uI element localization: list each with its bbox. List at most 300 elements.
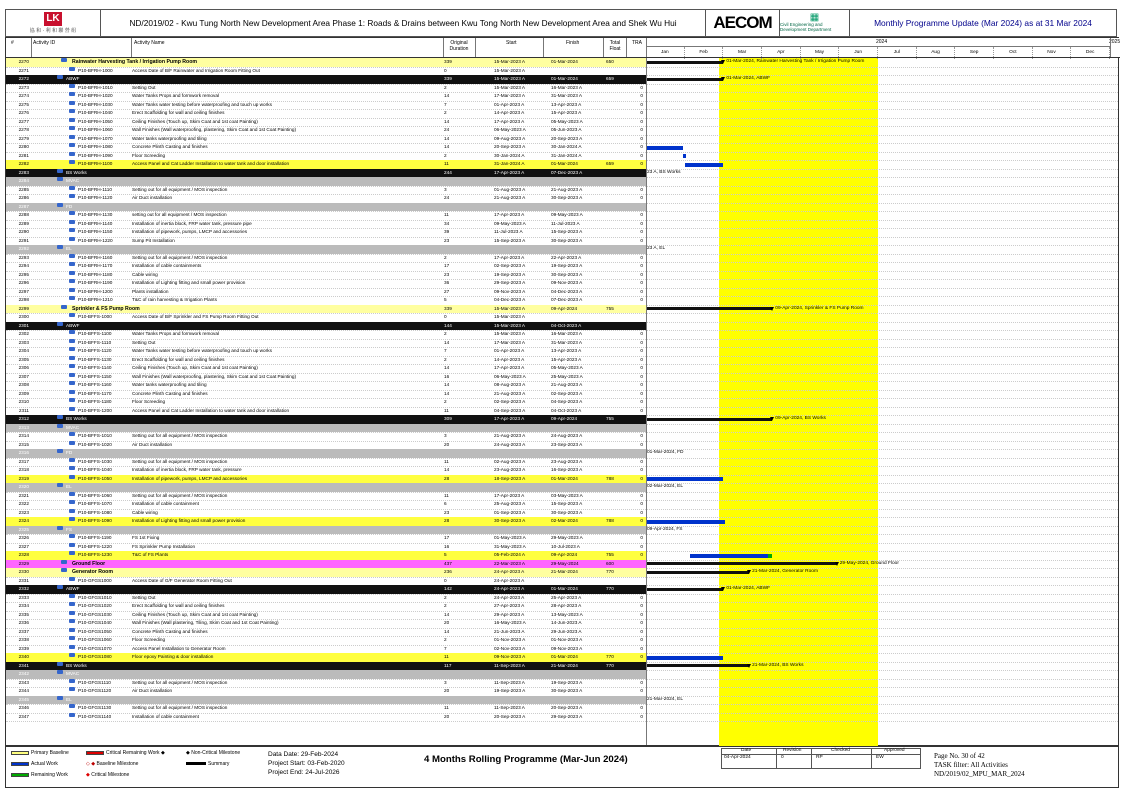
activity-id: P10-BFRH-1000	[78, 67, 113, 73]
gantt-label: 21-Mar-2024, Generator Room	[752, 569, 818, 574]
start-date: 15-Mar-2023 A	[494, 67, 526, 73]
month-dec: Dec	[1071, 47, 1110, 59]
finish-date: 30-Sep-2023 A	[551, 688, 583, 693]
activity-id: P10-GFGS1110	[78, 679, 111, 685]
wbs-icon	[61, 568, 67, 572]
col-total-float: Total Float	[609, 40, 621, 52]
duration: 23	[444, 237, 450, 243]
actual-work-bar[interactable]	[646, 656, 723, 660]
activity-id: P10-BFFS-1030	[78, 458, 112, 464]
activity-name: T&C of rain harvesting & Irrigation Plants	[132, 297, 217, 302]
table-row[interactable]	[6, 560, 646, 569]
finish-date: 04-Sep-2023 A	[551, 399, 583, 404]
activity-id: P10-BFFS-1230	[78, 552, 112, 557]
row-number: 2279	[18, 135, 29, 141]
data-date: Data Date: 29-Feb-2024	[268, 751, 339, 758]
tra-value: 0	[640, 399, 643, 404]
actual-work-bar[interactable]	[646, 520, 725, 524]
duration: 2	[444, 152, 447, 158]
finish-date: 30-Sep-2023 A	[551, 271, 583, 277]
table-row[interactable]	[6, 373, 646, 382]
activity-id: EL	[66, 484, 72, 489]
table-row[interactable]	[6, 713, 646, 722]
table-row[interactable]	[6, 92, 646, 101]
activity-id: BS Works	[66, 169, 87, 175]
table-row[interactable]	[6, 228, 646, 237]
wbs-icon	[57, 203, 63, 207]
activity-name: Cable wiring	[132, 271, 158, 277]
table-row[interactable]	[6, 288, 646, 297]
table-row[interactable]	[6, 330, 646, 339]
table-row[interactable]	[6, 398, 646, 407]
row-number: 2326	[18, 535, 29, 540]
row-number: 2277	[18, 118, 29, 124]
project-start: Project Start: 03-Feb-2020	[268, 760, 345, 767]
summary-end-icon	[770, 417, 774, 421]
finish-date: 01-Mar-2024	[551, 586, 578, 591]
activity-name: Setting Out	[132, 594, 156, 600]
row-number: 2287	[18, 203, 29, 209]
table-row[interactable]	[6, 568, 646, 577]
start-date: 11-Sep-2023 A	[494, 705, 525, 710]
activity-id: P10-GFGS1120	[78, 688, 112, 693]
start-date: 09-May-2023 A	[494, 220, 526, 226]
table-row[interactable]	[6, 169, 646, 178]
finish-date: 04-Dec-2023 A	[551, 288, 583, 294]
task-icon	[69, 407, 75, 411]
activity-name: Floor Screeding	[132, 152, 166, 158]
duration: 142	[444, 586, 452, 591]
duration: 20	[444, 713, 450, 719]
finish-date: 04-Oct-2023 A	[551, 407, 582, 413]
table-row[interactable]	[6, 75, 646, 84]
finish-date: 23-Sep-2023 A	[551, 441, 583, 447]
duration: 0	[444, 314, 447, 319]
duration: 2	[444, 331, 447, 336]
tra-value: 0	[640, 390, 643, 396]
table-row[interactable]	[6, 670, 646, 679]
summary-end-icon	[747, 664, 751, 668]
activity-name: Water Tanks Props and formwork removal	[132, 93, 220, 98]
finish-date: 21-Aug-2023 A	[551, 186, 583, 192]
table-row[interactable]	[6, 220, 646, 229]
activity-name: Installation of cable containment	[132, 713, 199, 719]
activity-name: Erect Scaffolding for wall and ceiling finishes	[132, 603, 225, 608]
tra-value: 0	[640, 535, 643, 540]
duration: 36	[444, 280, 450, 285]
finish-date: 16-Sep-2023 A	[551, 467, 583, 472]
table-row[interactable]	[6, 356, 646, 365]
table-row[interactable]	[6, 526, 646, 535]
duration: 7	[444, 645, 447, 651]
activity-id: P10-BFFS-1060	[78, 492, 112, 498]
cedd-emblem-icon: ▦	[809, 12, 820, 23]
start-date: 31-Jan-2024 A	[494, 161, 525, 166]
finish-date: 31-Mar-2023 A	[551, 339, 583, 345]
task-icon	[69, 458, 75, 462]
table-row[interactable]	[6, 177, 646, 186]
task-icon	[69, 67, 75, 71]
table-row[interactable]	[6, 135, 646, 144]
finish-date: 29-Sep-2023 A	[551, 713, 583, 719]
activity-id: P10-BFFS-1010	[78, 433, 112, 438]
duration: 309	[444, 416, 452, 421]
start-date: 29-Apr-2023 A	[494, 611, 525, 617]
table-row[interactable]	[6, 126, 646, 135]
finish-date: 05-May-2023 A	[551, 118, 583, 124]
total-float: 770	[606, 662, 614, 668]
activity-name: Setting out for all equipment / MOS inspection	[132, 186, 228, 192]
activity-id: P10-BFFS-1180	[78, 399, 112, 404]
summary-bar	[646, 418, 772, 421]
table-row[interactable]	[6, 101, 646, 110]
activity-id: P10-BFFS-1150	[78, 373, 112, 379]
row-number: 2347	[18, 713, 29, 719]
gantt-label: 01-Mar-2024, ABWF	[726, 586, 771, 591]
activity-id: P10-BFRH-1010	[78, 84, 113, 90]
table-row[interactable]	[6, 203, 646, 212]
activity-id: BS Works	[66, 416, 87, 421]
duration: 14	[444, 339, 450, 345]
task-icon	[69, 381, 75, 385]
actual-work-bar[interactable]	[646, 477, 723, 481]
row-number: 2337	[18, 628, 29, 634]
start-date: 21-Aug-2023 A	[494, 433, 526, 438]
table-row[interactable]	[6, 381, 646, 390]
start-date: 01-Sep-2023 A	[494, 509, 526, 515]
tra-value: 0	[640, 628, 643, 634]
finish-date: 09-Apr-2024	[551, 552, 578, 557]
finish-date: 01-Mar-2024	[551, 59, 578, 64]
finish-date: 29-May-2023 A	[551, 535, 583, 540]
table-row[interactable]	[6, 492, 646, 501]
activity-id: ABWF	[66, 76, 80, 81]
tra-value: 0	[640, 101, 643, 107]
start-date: 25-Aug-2023 A	[494, 501, 526, 506]
row-number: 2343	[18, 679, 29, 685]
summary-end-icon	[770, 307, 774, 311]
activity-id: P10-BFRH-1020	[78, 93, 113, 98]
duration: 2	[444, 356, 447, 362]
activity-id: P10-BFFS-1000	[78, 314, 112, 319]
duration: 437	[444, 560, 452, 566]
activity-id: FD	[66, 450, 73, 455]
task-icon	[69, 679, 75, 683]
activity-id: ABWF	[66, 586, 80, 591]
table-row[interactable]	[6, 509, 646, 518]
finish-date: 01-Mar-2024	[551, 654, 578, 659]
month-header	[646, 46, 1110, 58]
duration: 244	[444, 169, 452, 175]
tra-value: 0	[640, 186, 643, 192]
row-number: 2290	[18, 229, 29, 234]
table-row[interactable]	[6, 653, 646, 662]
table-row[interactable]	[6, 577, 646, 586]
table-row[interactable]	[6, 152, 646, 161]
table-row[interactable]	[6, 432, 646, 441]
table-row[interactable]	[6, 500, 646, 509]
start-date: 14-Apr-2023 A	[494, 356, 525, 362]
table-row[interactable]	[6, 645, 646, 654]
table-row[interactable]	[6, 211, 646, 220]
row-number: 2328	[18, 552, 29, 557]
activity-name: Wall Finishes (Wall waterproofing, plastering, Skim Coat and 1st Coat Painting)	[132, 373, 297, 379]
task-icon	[69, 356, 75, 360]
legend-critical-milestone: ◆ Critical Milestone	[86, 772, 130, 778]
start-date: 18-Sep-2023 A	[494, 475, 526, 481]
project-end: Project End: 24-Jul-2026	[268, 769, 340, 776]
duration: 339	[444, 59, 452, 64]
start-date: 11-Jul-2023 A	[494, 229, 523, 234]
tra-value: 0	[640, 271, 643, 277]
start-date: 02-Sep-2023 A	[494, 263, 526, 268]
activity-name: Air Duct installation	[132, 688, 173, 693]
row-number: 2306	[18, 365, 29, 370]
total-float: 770	[606, 569, 614, 574]
tra-value: 0	[640, 229, 643, 234]
table-row[interactable]	[6, 313, 646, 322]
tra-value: 0	[640, 611, 643, 617]
finish-date: 28-Apr-2023 A	[551, 603, 582, 608]
row-number: 2313	[18, 424, 29, 430]
task-icon	[69, 628, 75, 632]
activity-id: P10-BFFS-1040	[78, 467, 112, 472]
activity-id: P10-BFFS-1120	[78, 348, 112, 353]
wbs-icon	[57, 696, 63, 700]
row-number: 2338	[18, 637, 29, 642]
cedd-logo	[780, 10, 850, 36]
table-row[interactable]	[6, 407, 646, 416]
task-icon	[69, 398, 75, 402]
page-info	[934, 752, 1025, 779]
activity-id: EL	[66, 246, 72, 251]
duration: 14	[444, 144, 450, 149]
start-date: 17-Apr-2023 A	[494, 212, 525, 217]
primary-baseline-swatch-icon	[11, 751, 29, 755]
table-row[interactable]	[6, 449, 646, 458]
table-row[interactable]	[6, 687, 646, 696]
actual-work-bar[interactable]	[646, 146, 683, 150]
page-number: Page No. 30 of 42	[934, 752, 985, 760]
task-icon	[69, 509, 75, 513]
table-row[interactable]	[6, 160, 646, 169]
table-row[interactable]	[6, 254, 646, 263]
start-date: 30-Jan-2024 A	[494, 152, 525, 158]
table-row[interactable]	[6, 594, 646, 603]
activity-name: Sump Pit Installation	[132, 237, 175, 243]
table-row[interactable]	[6, 58, 646, 67]
remaining-work-bar[interactable]	[768, 554, 772, 558]
activity-name: Wall Finishes (Wall waterproofing, plastering, Skim Coat and 1st Coat Painting)	[132, 127, 297, 132]
milestone-icon: ◆	[186, 750, 190, 756]
table-row[interactable]	[6, 602, 646, 611]
table-row[interactable]	[6, 194, 646, 203]
report-footer	[5, 746, 1119, 788]
duration: 20	[444, 688, 450, 693]
activity-name: Water tanks waterproofing and tiling	[132, 135, 207, 141]
activity-name: Setting out for all equipment / MOS inspection	[132, 679, 228, 685]
legend-noncritical-milestone: ◆ Non-Critical Milestone	[186, 750, 241, 756]
table-row[interactable]	[6, 441, 646, 450]
activity-id: P10-GFGS1060	[78, 637, 112, 642]
table-row[interactable]	[6, 364, 646, 373]
duration: 7	[444, 348, 447, 353]
table-row[interactable]	[6, 628, 646, 637]
duration: 20	[444, 620, 450, 625]
row-number: 2285	[18, 186, 29, 192]
rev-checked: RP	[816, 755, 823, 760]
row-number: 2304	[18, 348, 29, 353]
activity-name: FS Sprinkler Pump Installation	[132, 543, 196, 549]
table-row[interactable]	[6, 696, 646, 705]
table-row[interactable]	[6, 245, 646, 254]
rev-approved-header: Approved	[884, 748, 905, 753]
table-row[interactable]	[6, 237, 646, 246]
table-row[interactable]	[6, 118, 646, 127]
total-float: 755	[606, 416, 614, 421]
table-row[interactable]	[6, 534, 646, 543]
row-number: 2322	[18, 501, 29, 506]
duration: 6	[444, 501, 447, 506]
table-row[interactable]	[6, 424, 646, 433]
activity-name: Setting out for all equipment / MOS inspection	[132, 492, 228, 498]
table-row[interactable]	[6, 339, 646, 348]
actual-work-bar[interactable]	[683, 154, 686, 158]
activity-id: P10-BFRH-1050	[78, 118, 113, 124]
start-date: 02-Nov-2023 A	[494, 645, 526, 651]
activity-name: Concrete Plinth Casting and finishes	[132, 628, 208, 634]
table-row[interactable]	[6, 262, 646, 271]
task-icon	[69, 118, 75, 122]
finish-date: 01-Mar-2024	[551, 475, 578, 481]
duration: 144	[444, 322, 452, 328]
start-date: 14-Apr-2023 A	[494, 110, 525, 115]
table-row[interactable]	[6, 279, 646, 288]
start-date: 15-Mar-2023 A	[494, 322, 526, 328]
task-icon	[69, 194, 75, 198]
table-row[interactable]	[6, 466, 646, 475]
table-row[interactable]	[6, 483, 646, 492]
table-row[interactable]	[6, 611, 646, 620]
finish-date: 02-Mar-2024	[551, 518, 578, 523]
activity-name: Sprinkler & FS Pump Room	[72, 305, 140, 312]
table-row[interactable]	[6, 347, 646, 356]
start-date: 09-Nov-2023 A	[494, 288, 526, 294]
table-row[interactable]	[6, 458, 646, 467]
duration: 11	[444, 212, 449, 217]
table-row[interactable]	[6, 305, 646, 314]
table-row[interactable]	[6, 186, 646, 195]
tra-value: 0	[640, 263, 643, 268]
table-row[interactable]	[6, 415, 646, 424]
row-number: 2335	[18, 611, 29, 617]
finish-date: 09-May-2023 A	[551, 212, 583, 217]
tra-value: 0	[640, 195, 643, 200]
gantt-label: 23 A, BS Works	[647, 169, 681, 175]
finish-date: 01-Mar-2024	[551, 161, 578, 166]
table-row[interactable]	[6, 271, 646, 280]
finish-date: 24-Aug-2023 A	[551, 433, 583, 438]
activity-id: P10-GFGS1010	[78, 594, 112, 600]
table-row[interactable]	[6, 704, 646, 713]
finish-date: 25-Apr-2023 A	[551, 594, 582, 600]
activity-name: Installation of Lighting fitting and small power provision	[132, 518, 246, 523]
duration: 14	[444, 611, 450, 617]
activity-id: P10-GFGS1000	[78, 577, 112, 583]
rev-date-header: Date	[741, 748, 752, 753]
tra-value: 0	[640, 280, 643, 285]
actual-work-bar[interactable]	[690, 554, 772, 558]
wbs-icon	[57, 415, 63, 419]
start-date: 09-Aug-2023 A	[494, 135, 526, 141]
table-row[interactable]	[6, 390, 646, 399]
table-row[interactable]	[6, 619, 646, 628]
total-float: 650	[606, 59, 614, 64]
tra-value: 0	[640, 458, 643, 464]
table-row[interactable]	[6, 662, 646, 671]
table-row[interactable]	[6, 585, 646, 594]
activity-id: MVAC	[66, 671, 80, 676]
table-row[interactable]	[6, 109, 646, 118]
duration: 5	[444, 552, 447, 557]
row-number: 2298	[18, 297, 29, 302]
activity-id: P10-BFRH-1130	[78, 212, 113, 217]
table-row[interactable]	[6, 296, 646, 305]
finish-date: 07-Dec-2023 A	[551, 169, 583, 175]
tra-value: 0	[640, 144, 643, 149]
table-row[interactable]	[6, 143, 646, 152]
table-row[interactable]	[6, 543, 646, 552]
legend-primary-baseline: Primary Baseline	[11, 750, 69, 756]
finish-date: 20-Sep-2023 A	[551, 705, 583, 710]
task-icon	[69, 347, 75, 351]
tra-value: 0	[640, 654, 643, 659]
duration: 23	[444, 271, 450, 277]
duration: 11	[444, 705, 449, 710]
table-row[interactable]	[6, 84, 646, 93]
start-date: 11-Sep-2023 A	[494, 679, 525, 685]
actual-work-bar[interactable]	[685, 163, 724, 167]
table-row[interactable]	[6, 679, 646, 688]
row-number: 2296	[18, 280, 29, 285]
duration: 17	[444, 535, 450, 540]
table-row[interactable]	[6, 475, 646, 484]
table-row[interactable]	[6, 517, 646, 526]
row-number: 2319	[18, 475, 29, 481]
start-date: 15-Mar-2023 A	[494, 84, 526, 90]
table-row[interactable]	[6, 551, 646, 560]
tra-value: 0	[640, 509, 643, 515]
total-float: 755	[606, 305, 614, 311]
activity-id: FD	[66, 203, 73, 209]
table-row[interactable]	[6, 322, 646, 331]
tra-value: 0	[640, 135, 643, 141]
duration: 2	[444, 254, 447, 260]
activity-id: P10-BFFS-1110	[78, 339, 112, 345]
activity-id: P10-BFFS-1190	[78, 535, 112, 540]
start-date: 19-Sep-2023 A	[494, 688, 526, 693]
table-row[interactable]	[6, 636, 646, 645]
row-number: 2331	[18, 577, 29, 583]
activity-id: P10-BFFS-1100	[78, 331, 112, 336]
table-row[interactable]	[6, 67, 646, 76]
finish-date: 11-Jul-2023 A	[551, 220, 580, 226]
programme-title: 4 Months Rolling Programme (Mar-Jun 2024)	[424, 754, 628, 765]
project-title: ND/2019/02 - Kwu Tung North New Development Area Phase 1: Roads & Drains between Kwu Tong North New Development Area and Shek Wu Hui	[101, 10, 706, 36]
col-start: Start	[506, 40, 517, 46]
col-num: #	[11, 40, 14, 46]
activity-id: P10-BFFS-1200	[78, 407, 112, 413]
